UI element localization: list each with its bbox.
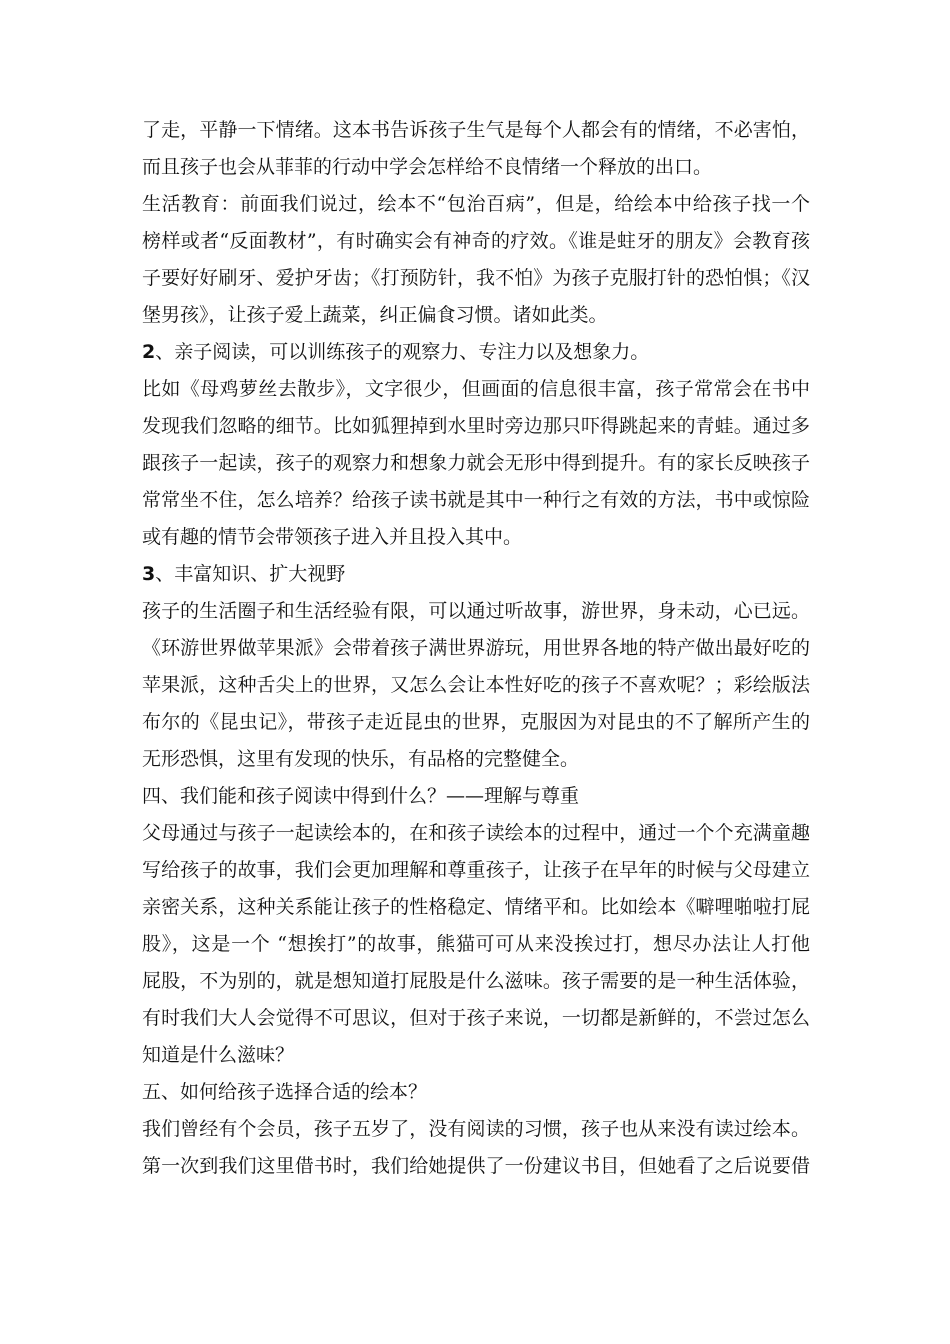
text-line: 子要好好刷牙、爱护牙齿；《打预防针，我不怕》为孩子克服打针的恐怕惧；《汉 [142,267,810,289]
section-heading-2 [142,334,810,371]
paragraph-knowledge [142,593,810,778]
text-line: 知道是什么滋味？ [142,1044,295,1066]
text-line: 生活教育：前面我们说过，绘本不“包治百病”，但是，给绘本中给孩子找一个 [142,193,810,215]
heading-line: 四、我们能和孩子阅读中得到什么？——理解与尊重 [142,785,580,807]
heading-line: 五、如何给孩子选择合适的绘本？ [142,1081,428,1103]
text-line: 而且孩子也会从菲菲的行动中学会怎样给不良情绪一个释放的出口。 [142,156,713,178]
text-line: 了走，平静一下情绪。这本书告诉孩子生气是每个人都会有的情绪，不必害怕， [142,119,810,141]
section-heading-3 [142,556,810,593]
paragraph-member-story [142,1111,810,1185]
text-line: 《环游世界做苹果派》会带着孩子满世界游玩，用世界各地的特产做出最好吃的 [142,637,810,659]
text-line: 跟孩子一起读，孩子的观察力和想象力就会无形中得到提升。有的家长反映孩子 [142,452,810,474]
heading-text: 、丰富知识、扩大视野 [155,563,346,585]
text-line: 常常坐不住，怎么培养？给孩子读书就是其中一种行之有效的方法，书中或惊险 [142,489,810,511]
section-number: 2 [142,341,156,363]
document-body [142,112,810,1185]
paragraph-1 [142,112,810,186]
text-line: 布尔的《昆虫记》，带孩子走近昆虫的世界，克服因为对昆虫的不了解所产生的 [142,711,810,733]
text-line: 发现我们忽略的细节。比如狐狸掉到水里时旁边那只吓得跳起来的青蛙。通过多 [142,415,810,437]
heading-text: 、亲子阅读，可以训练孩子的观察力、专注力以及想象力。 [155,341,650,363]
text-line: 屁股，不为别的，就是想知道打屁股是什么滋味。孩子需要的是一种生活体验， [142,970,810,992]
text-line: 或有趣的情节会带领孩子进入并且投入其中。 [142,526,523,548]
text-line: 股》，这是一个 “想挨打”的故事，熊猫可可从来没挨过打，想尽办法让人打他 [142,933,810,955]
text-line: 有时我们大人会觉得不可思议，但对于孩子来说，一切都是新鲜的，不尝过怎么 [142,1007,810,1029]
text-line: 榜样或者“反面教材”，有时确实会有神奇的疗效。《谁是蛀牙的朋友》会教育孩 [142,230,810,252]
text-line: 写给孩子的故事，我们会更加理解和尊重孩子，让孩子在早年的时候与父母建立 [142,859,810,881]
section-heading-four [142,778,810,815]
heading-line [142,334,810,371]
text-line: 亲密关系，这种关系能让孩子的性格稳定、情绪平和。比如绘本《噼哩啪啦打屁 [142,896,810,918]
section-number: 3 [142,563,156,585]
text-line: 第一次到我们这里借书时，我们给她提供了一份建议书目，但她看了之后说要借 [142,1155,810,1177]
text-line: 堡男孩》，让孩子爱上蔬菜，纠正偏食习惯。诸如此类。 [142,304,608,326]
text-line: 比如《母鸡萝丝去散步》，文字很少，但画面的信息很丰富，孩子常常会在书中 [142,378,810,400]
text-line: 无形恐惧，这里有发现的快乐，有品格的完整健全。 [142,748,580,770]
text-line: 我们曾经有个会员，孩子五岁了，没有阅读的习惯，孩子也从来没有读过绘本。 [142,1118,810,1140]
text-line: 父母通过与孩子一起读绘本的，在和孩子读绘本的过程中，通过一个个充满童趣 [142,822,810,844]
paragraph-life-education [142,186,810,334]
paragraph-understanding [142,815,810,1074]
text-line: 苹果派，这种舌尖上的世界，又怎么会让本性好吃的孩子不喜欢呢？；彩绘版法 [142,674,810,696]
heading-line [142,556,810,593]
paragraph-observation [142,371,810,556]
section-heading-five [142,1074,810,1111]
text-line: 孩子的生活圈子和生活经验有限，可以通过听故事，游世界，身未动，心已远。 [142,600,810,622]
